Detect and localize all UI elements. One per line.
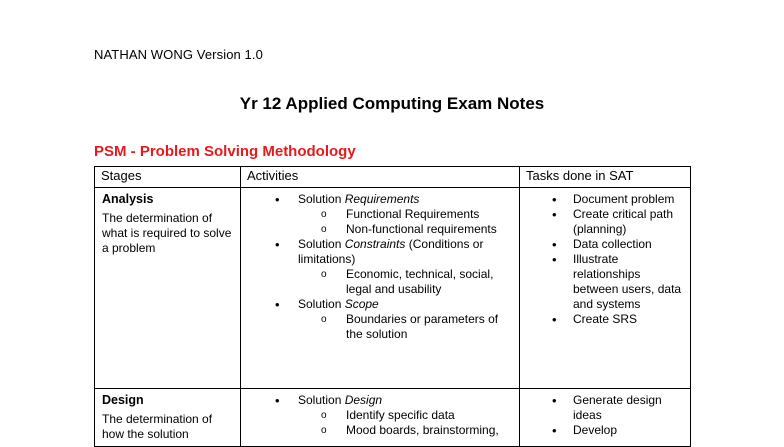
sub-activity-item: o Economic, technical, social, legal and usability	[298, 267, 513, 297]
stage-name: Design	[102, 393, 144, 407]
activity-prefix: Solution	[298, 237, 345, 251]
psm-table	[94, 166, 691, 447]
table-row-design	[95, 389, 691, 447]
activity-suffix: (Conditions or limitations)	[298, 237, 484, 266]
task-item: • Generate design ideas	[527, 393, 684, 423]
task-item: • Develop	[527, 423, 684, 438]
activity-item	[248, 237, 513, 297]
stage-description: The determination of how the solution	[102, 412, 213, 441]
sub-activity-item: o Identify specific data	[298, 408, 513, 423]
task-item: • Create SRS	[527, 312, 684, 327]
activities-cell	[241, 188, 520, 389]
activity-item	[248, 192, 513, 237]
activities-cell	[241, 389, 520, 447]
activity-keyword: Scope	[344, 297, 379, 311]
stage-cell	[95, 188, 241, 389]
document-title: Yr 12 Applied Computing Exam Notes	[239, 94, 545, 113]
document-header: NATHAN WONG Version 1.0	[94, 47, 263, 62]
sub-activity-item: o Non-functional requirements	[298, 222, 513, 237]
activity-item	[248, 393, 513, 438]
table-header-row	[95, 167, 691, 188]
table-row-analysis	[95, 188, 691, 389]
activity-prefix: Solution	[298, 297, 345, 311]
section-heading: PSM - Problem Solving Methodology	[94, 143, 356, 160]
task-item: • Data collection	[527, 237, 684, 252]
activity-item	[248, 297, 513, 342]
task-item: • Illustrate relationships between users, data and systems	[527, 252, 684, 312]
activity-prefix: Solution	[298, 192, 345, 206]
task-item: • Document problem	[527, 192, 684, 207]
sub-activity-item: o Functional Requirements	[298, 207, 513, 222]
tasks-cell	[520, 188, 691, 389]
activity-keyword: Constraints	[344, 237, 406, 251]
sub-activity-item: o Mood boards, brainstorming,	[298, 423, 513, 438]
column-header-stages: Stages	[95, 167, 241, 188]
task-item: • Create critical path (planning)	[527, 207, 684, 237]
sub-activity-item: o Boundaries or parameters of the solution	[298, 312, 513, 342]
column-header-tasks: Tasks done in SAT	[520, 167, 691, 188]
column-header-activities: Activities	[241, 167, 520, 188]
stage-name: Analysis	[102, 192, 154, 206]
stage-cell	[95, 389, 241, 447]
stage-description: The determination of what is required to solve a problem	[102, 211, 232, 255]
activity-prefix: Solution	[298, 393, 345, 407]
activity-keyword: Requirements	[344, 192, 420, 206]
tasks-cell	[520, 389, 691, 447]
activity-keyword: Design	[344, 393, 383, 407]
